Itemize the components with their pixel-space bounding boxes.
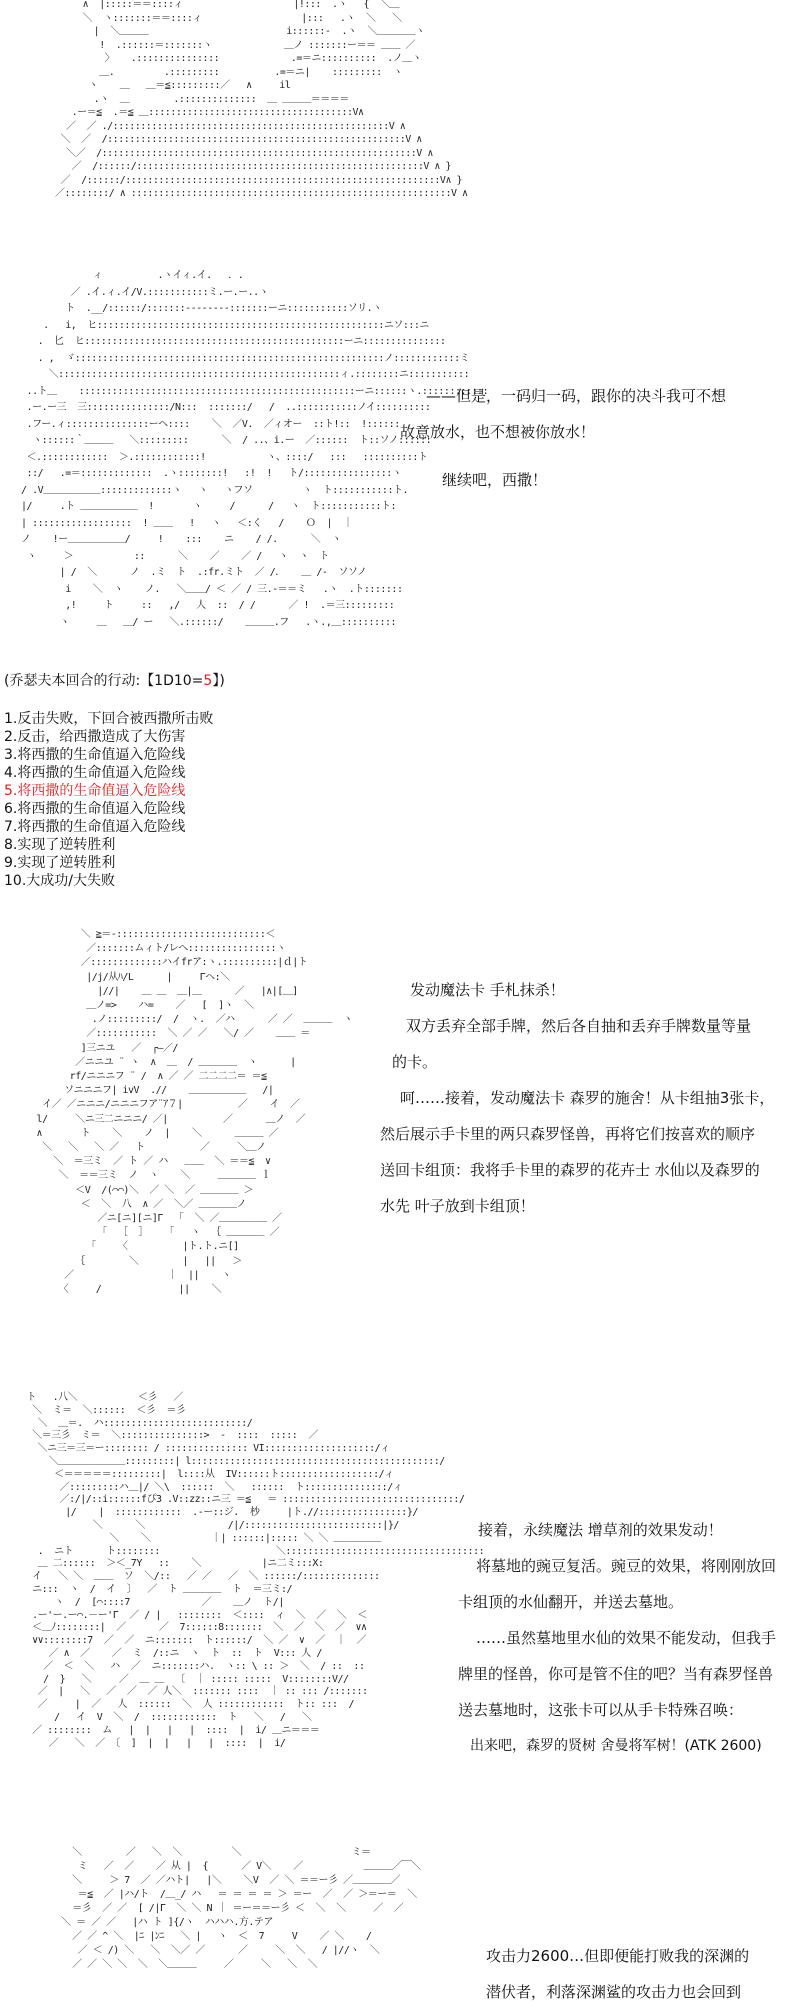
narration-line: 发动魔法卡 手札抹杀！ xyxy=(410,981,565,999)
narration-line: 双方丢弃全部手牌，然后各自抽和丢弃手牌数量等量 xyxy=(406,1017,752,1035)
ascii-art-panel-1: ∧ |:::::＝＝::::ィ |!::: .ヽ { ＼＿ ＼ ヽ:::::::＝＝::::ィ |::: .ヽ ＼ ＼ | ＼＿＿＿ i::::::- .ヽ ＼＿＿＿＿ヽ ! .::::::＝:::::::ヽ ＿ノ :::::::ー＝＝ ＿＿ ／ 〉 .::::::::::::::: .=＝ニ:::::::::: .ノ＿ヽ ＿. .::::::::: .=＝ニ| ::::::::: ヽ ヽ ＿ ＿＝≦:::::::::／ ∧ il .ヽ ＿ .:::::::::::::: ＿ ＿＿＿＝＝＝＝ .ー＝≦ .＝≦ ＿:::::::::::::::::::::::::::::::::::::V∧ ／ ／ ./::::::::::::::::::::::::::::::::::::::::::::::::::V ∧ ＼ ／ /::::::::::::::::::::::::::::::::::::::::::::::::::::::V ∧ ＼／ /:::::::::::::::::::::::::::::::::::::::::::::::::::::::::V ∧ ／ /::::::/::::::::::::::::::::::::::::::::::::::::::::::::::::V ∧ } ／ /::::::/:::::::::::::::::::::::::::::::::::::::::::::::::::::::::V∧ } ／::::::::/ ∧ ::::::::::::::::::::::::::::::::::::::::::::::::::::::::::V ∧ xyxy=(55,0,468,199)
ascii-art-panel-3: ＼ ≧＝-:::::::::::::::::::::::::::＜ ／:::::::ムィト/レへ::::::::::::::::ヽ ／:::::::::::::ハイfrア:ヽ.::::::::::|ｄ|ト |/j/从ﾊ/L | Γヘ:＼ |//| ＿ ＿ ＿|＿ ／ |∧|[＿] ＿ノ=> ハ= ／ [ ]ヽ ＼ .ノ:::::::::/ / ヽ. ／ハ ／ ／ ＿＿＿ ヽ ／::::::::::: ＼ ／ ／ ＼/ ／ ＿＿ ＝ ]三ニユ ／ ┌―／/ ／ニニユ ¨ ヽ ∧ ＿ / ＿＿＿＿ ヽ | rf/ニニニフ ¨ / ∧ ／ ／ 二二二二＝ ＝≦ ソニニニフ| ivV .// ＿＿＿＿＿＿ /| イ／ ／ニニニ/ニニニフア¨ｱ７| ／ イ ／ l/ ＼ニ三二ニニニ/ ／| ／ ＿ノ ／ ∧ ト ＼ ノ | ＼ ＿＿＿ ／ ＼ ＼ ＼ ／ ト ／ ＼＿ノ ＼ ＝三ミ ／ ト ／ ハ ＿＿ ＼ ＝＝≦ ∨ ＼ ＝＝三ミ ノ ヽ ＼ ＿＿＿＿ ｌ ＜V /(⌒⌒)＼ ／ ＼ ／ ＿＿＿＿ ＞ ＜ ＼ 八 ∧ ／ ＼／ ＿＿＿＿ノ ／ニ[ニ][ニ]Γ 「 ＼ ／＿＿＿＿＿ ／ 「 ［ ］ 「 ヽ ｛ ＿＿＿＿ ／ 「 〈 |ト.ト.ニ[] ｛ ＼ | || ＞ ／ ｜ || ヽ 〈 / || ＼ xyxy=(36,929,353,1296)
dice-outcome-item: 1.反击失败，下回合被西撒所击败 xyxy=(4,711,214,727)
dice-roll-result: 5 xyxy=(203,673,213,689)
narration-line: 呵……接着，发动魔法卡 森罗的施舍！从卡组抽3张卡， xyxy=(400,1089,775,1107)
ascii-art-panel-5: ＼ ／ ＼ ＼ ＼ ミ＝ ミ ／ ／ ／ 从 | { ／ V＼ ／ ＿＿＿／￣＼ ＼ ＞ 7 ／ ／ハト| |＼ ＼V ／ ＼ ＝＝ー彡 ／＿＿＿＿／ ＝≦ ／ |ハ/ト /＿_/ ハ ＝ ＝ ＝ ＝ ＞ ＝ー ／ ／ ＞＝ー＝ ＼ ＝彡 ／ ／ [ /|Γ ＼ ＼ N ｜ ＝ー＝＝ー彡 ＜ ＼ ＼ ／ ／ ＼ ＝ ／ ／ |ハ ト ]{/ヽ ハハハ.方.テア ／ ／ ^ ＼ |ﾆ |ﾝﾆ ＼ | ヽ ＜ 7 V ／ ＼ / ／ ＜ /) ＼ ＼ ＼／ ／ ／ ＼ ＼ / |//ヽ ＼ ／ ／ ＼ ＼ ＼ ＼＿＿＿ ／ ＼ ＼ ＼ xyxy=(61,1847,421,1970)
dice-outcome-item: 9.实现了逆转胜利 xyxy=(4,855,116,871)
dice-outcome-item: 4.将西撒的生命值逼入危险线 xyxy=(4,765,186,781)
narration-line: 然后展示手卡里的两只森罗怪兽，再将它们按喜欢的顺序 xyxy=(380,1125,756,1143)
ascii-art-panel-2: ィ .ヽイィ.イ. ．. ／ .イ.ィ.イ/V.:::::::::::ミ.ー.ー..ヽ ト .__/::::::/:::::::--------:::::::ーニ:::::::::::ソリ.ヽ . i, ヒ::::::::::::::::::::::::::::::::::::::::::::::::::::ニソ:::ニ . 匕 ヒ:::::::::::::::::::::::::::::::::::::::::::::::ーニ::::::::::::::: . , ゞ::::::::::::::::::::::::::::::::::::::::::::::::::::::::ノ::::::::::::ミ ＼:::::::::::::::::::::::::::::::::::::::::::::::::::ィ.::::::::ニ::::::::::: ..ト＿ ::::::::::::::::::::::::::::::::::::::::::::::::::ーニ::::::ヽ.:::::::::::: .ー.ー三 三:::::::::::::::/N::: :::::::/ / ..:::::::::::ノイ:::::::::: .フー.ィ:::::::::::::::ーヘ:::: ＼ ／V. ／ィオー ::ト!:: !:::::: ヽ::::::｀＿＿＿ ＼::::::::: ＼ / ..、i.ー ／:::::: ト::ソノ:::::: ＜.:::::::::::: ＞.::::::::::::! ヽ、::::/ ::: ::::::::::ト ::/ .=＝::::::::::::: .ヽ::::::::! :! ! ト/::::::::::::::::ヽ / .V＿＿＿＿＿＿:::::::::::::ヽ ヽ ヽフソ ヽ ト:::::::::::ト. |/ .ト ＿＿＿＿＿＿ ! ヽ / / ヽ ト:::::::::::ト: | :::::::::::::::::: ! ＿＿ ! ヽ ＜:く / Ｏ | ｜ ノ !ー＿＿＿＿＿＿/ ! ::: ニ / /. ＼ ヽ ヽ ＞ :: ＼ ／ ／ / ヽ ヽ ト | / ＼ ノ .ミ ト .:fr.ミト ／ /． ＿ /- ソソノ i ＼ ヽ ノ. ＼＿＿/ ＜ ／ / 三.-＝＝ミ .ヽ .ト::::::: ,! ト :: ,/ 人 :: / / ／ ! .＝三::::::::: ヽ ＿ ＿/ ー ＼.::::::/ ＿＿＿.フ .ヽ.,＿:::::::::: xyxy=(21,270,489,628)
dialogue-line: 继续吧，西撒！ xyxy=(442,471,548,489)
dice-outcome-item: 2.反击，给西撒造成了大伤害 xyxy=(4,729,186,745)
narration-line: 送去墓地时，这张卡可以从手卡特殊召唤： xyxy=(458,1701,744,1719)
dice-roll-block xyxy=(4,672,225,890)
dice-outcome-item: 5.将西撒的生命值逼入危险线 xyxy=(4,783,186,799)
narration-line: 的卡。 xyxy=(392,1053,438,1071)
narration-panel-3 xyxy=(380,972,790,1224)
narration-panel-5 xyxy=(486,1938,796,2010)
dialogue-line: ——但是，一码归一码，跟你的决斗我可不想 xyxy=(426,387,727,405)
ascii-art-panel-4: ト .八＼ ＜彡 ／ ＼ ミ＝ ＼:::::: ＜彡 ＝彡 ＼ ＿＝. ハ::::::::::::::::::::::::::/ ＼＝三彡 ミ＝ ＼:::::::::::::::> - :::: ::::: ／ ＼ニ三＝三＝ー:::::::: / ::::::::::::::: VI::::::::::::::::::::/ィ ＼＿＿＿＿＿＿＿:::::::::| l:::::::::::::::::::::::::::::::::::::::::::::/ ＜＝＝＝＝＝:::::::::| l::::从 IV::::::ト::::::::::::::::::/ィ ／:::::::::ハ＿|/ ＼\ :::::: ＼ :::::: ト:::::::::::::::/ィ ／:/|/::i::::::fぴ3 .V::zz::ニ三 ＝≦ ＝ ::::::::::::::::::::::::::::::::/ |/ | :::::::::::: .-ー::ジ. 杪 |ト.//::::::::::::::::}/ ＼ ＼ /|/:::::::::::::::::::::::::|}/ ＼ ＼ ｜| ::::::|::::: ＼ ＼ ＿＿＿＿＿ . ニト ト:::::::: ＼:::::::::::::::::::::::::::::::::::: ＿ 二:::::: ＞＜_7Y :: ＼ |ニ二ミ:::X: イ ＼ ＼ ＿＿ ソ ＼/:: ／ ／ ／ ＼ ::::::/:::::::::::::: ニ::: ヽ / イ 〕 ／ ト ＿＿＿＿ ト ＝三ミ:/ ヽ / [⌒::::7 ／ ＿ノ ト/| .ー'ー.ー⌒.－ー'Γ ／ / | :::::::: ＜:::: ィ ＼ ／ ＼ ＜ ＜＿ﾉ::::::::| ／ ／ 7::::::8::::::: ＼ ／ ＼ ／ ∨∧ ∨∨::::::::7 ／ ／ ニ::::::: ト::::::/ ＼ ／ ∨ ／ ｜ ／ ／ ∧ ／ ／ ミ /::ニ ヽ ト :: ト V::: 人 / ／ ＜ ＼ ハ ／ ニ:::::::ハ. ヽ:: \ :: ＞ ＼ / :: :: / } ＼ ／ ＿ ＿ 〔 ｜ ::::: ::::: V::::::::V// ／ | ＼ ／ ／ ／ 人＼ ::::::: :::: ｜ :: ::: /::::::: ／ | ／ 人 :::::: ＼ 人 :::::::::::: ト:: ::: / / イ V ＼ / :::::::::::: ト ＼ / ＼ ／ :::::::: ム | | | | :::: | i/ ＿ニ＝＝＝ ／ ＼ ／ 〔 ] | | | | :::: | i/ xyxy=(26,1392,485,1749)
dice-outcome-item: 7.将西撒的生命值逼入危险线 xyxy=(4,819,186,835)
dice-outcome-item: 8.实现了逆转胜利 xyxy=(4,837,116,853)
dialogue-line xyxy=(400,450,790,462)
narration-line: ……虽然墓地里水仙的效果不能发动，但我手 xyxy=(476,1629,777,1647)
narration-line: 攻击力2600…但即便能打败我的深渊的 xyxy=(486,1947,750,1965)
narration-line: 将墓地的豌豆复活。豌豆的效果，将刚刚放回 xyxy=(476,1557,777,1575)
dice-outcome-list xyxy=(4,710,225,890)
narration-line: 潜伏者，利落深渊鲨的攻击力也会回到 xyxy=(486,1983,742,2001)
dice-outcome-item: 6.将西撒的生命值逼入危险线 xyxy=(4,801,186,817)
narration-line: 出来吧，森罗的贤树 舍曼将军树！(ATK 2600) xyxy=(470,1738,762,1754)
narration-line: 接着，永续魔法 增草剂的效果发动！ xyxy=(478,1521,723,1539)
narration-panel-4 xyxy=(458,1512,798,1764)
dice-outcome-item: 3.将西撒的生命值逼入危险线 xyxy=(4,747,186,763)
narration-line: 牌里的怪兽，你可是管不住的吧？当有森罗怪兽 xyxy=(458,1665,774,1683)
dice-roll-header: (乔瑟夫本回合的行动:【1D10=5】) xyxy=(4,673,225,689)
narration-line: 水先 叶子放到卡组顶！ xyxy=(380,1197,535,1215)
dice-outcome-item: 10.大成功/大失败 xyxy=(4,873,115,889)
narration-line: 送回卡组顶：我将手卡里的森罗的花卉士 水仙以及森罗的 xyxy=(380,1161,760,1179)
dialogue-line: 故意放水，也不想被你放水！ xyxy=(400,423,596,441)
dialogue-panel-2 xyxy=(400,378,790,498)
narration-line: 卡组顶的水仙翻开，并送去墓地。 xyxy=(458,1593,684,1611)
